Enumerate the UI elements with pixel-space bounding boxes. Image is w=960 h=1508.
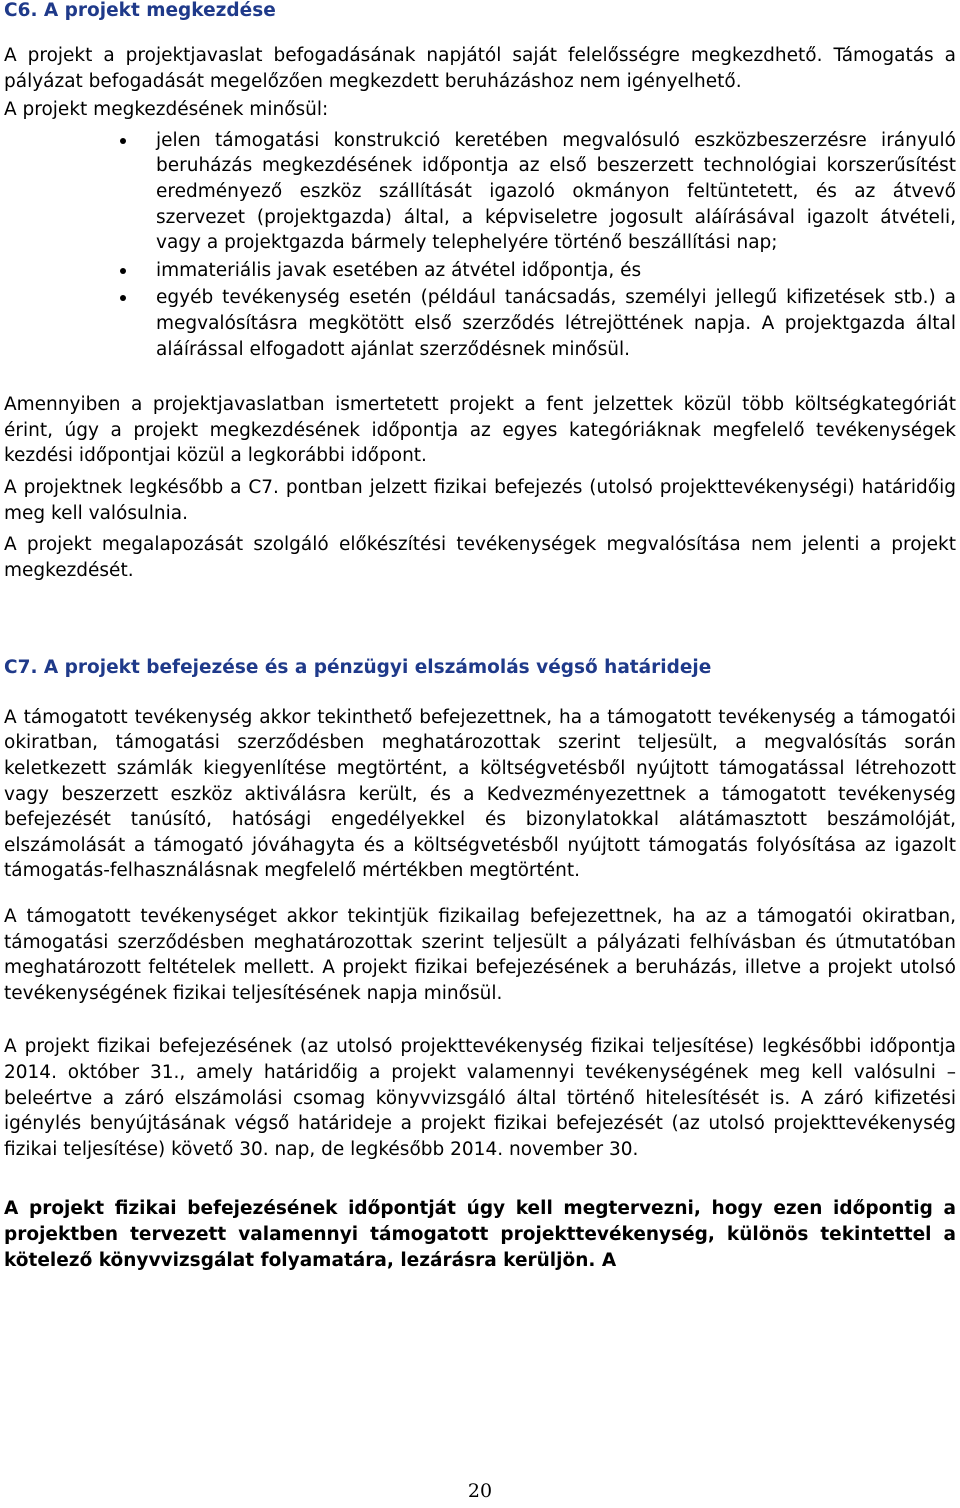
paragraph: A projekt a projektjavaslat befogadásának napjától saját felelősségre megkezdhető. Támogatás a pályázat befogadását megelőzően megkezdett beruházáshoz nem igényelhető.	[4, 45, 956, 92]
paragraph: Amennyiben a projektjavaslatban ismertetett projekt a fent jelzettek közül több költségkategóriát érint, úgy a projekt megkezdésének időpontja az egyes kategóriáknak megfelelő tevékenységek kezdési időpontjai közül a legkorábbi időpont.	[4, 394, 956, 467]
paragraph: A projekt megalapozását szolgáló előkészítési tevékenységek megvalósítása nem jelenti a projekt megkezdését.	[4, 534, 956, 581]
section-heading-c6: C6. A projekt megkezdése	[4, 0, 276, 21]
paragraph: A projektnek legkésőbb a C7. pontban jelzett fizikai befejezés (utolsó projekttevékenységi) határidőig meg kell valósulnia.	[4, 476, 956, 524]
document-page	[4, 0, 956, 1273]
paragraph: A támogatott tevékenységet akkor tekintjük fizikailag befejezettnek, ha az a támogatói okiratban, támogatási szerződésben meghatározottak szerint teljesült a pályázati felhívásban és útmutatóban meghatározott feltételek mellett. A projekt fizikai befejezésének a beruházás, illetve a projekt utolsó tevékenységének fizikai teljesítésének napja minősül.	[4, 906, 956, 1004]
paragraph: A projekt megkezdésének minősül:	[4, 99, 329, 121]
paragraph: A támogatott tevékenység akkor tekinthető befejezettnek, ha a támogatott tevékenység a támogatói okiratban, támogatási szerződésben meghatározottak szerint teljesült, a megvalósítás során keletkezett számlák kiegyenlítése megtörtént, a költségvetésből nyújtott támogatással létrehozott vagy beszerzett eszköz aktiválásra került, és a Kedvezményezettnek a támogatott tevékenység befejezését tanúsító, hatósági engedélyekkel és bizonylatokkal alátámasztott beszámolóját, elszámolását a támogató jóváhagyta és a költségvetésből nyújtott támogatás folyósítása az igazolt támogatás-felhasználásnak megfelelő mértékben megtörtént.	[4, 706, 956, 882]
list-item: immateriális javak esetében az átvétel időpontja, és	[156, 258, 956, 284]
page-number: 20	[467, 1480, 493, 1502]
list-item: egyéb tevékenység esetén (például tanácsadás, személyi jellegű kifizetések stb.) a megvalósításra megkötött első szerződés létrejöttének napja. A projektgazda által aláírással elfogadott ajánlat szerződésnek minősül.	[156, 285, 956, 362]
paragraph-bold: A projekt fizikai befejezésének időpontját úgy kell megtervezni, hogy ezen időpontig a projektben tervezett valamennyi támogatott projekttevékenység, különös tekintettel a kötelező könyvvizsgálat folyamatára, lezárásra kerüljön. A	[4, 1198, 956, 1271]
list-item: jelen támogatási konstrukció keretében megvalósuló eszközbeszerzésre irányuló beruházás megkezdésének időpontja az első beszerzett technológiai korszerűsítést eredményező eszköz szállítását igazoló okmányon feltüntetett, és az átvevő szervezet (projektgazda) által, a képviseletre jogosult aláírásával igazolt átvételi, vagy a projektgazda bármely telephelyére történő beszállítási nap;	[156, 128, 956, 256]
paragraph: A projekt fizikai befejezésének (az utolsó projekttevékenység fizikai teljesítése) legkésőbbi időpontja 2014. október 31., amely határidőig a projekt valamennyi tevékenységének meg kell valósulni – beleértve a záró elszámolási csomag könyvvizsgáló által történő hitelesítését is. A záró kifizetési igénylés benyújtásának végső határideje a projekt fizikai befejezését (az utolsó projekttevékenység fizikai teljesítése) követő 30. nap, de legkésőbb 2014. november 30.	[4, 1036, 956, 1160]
section-heading-c7: C7. A projekt befejezése és a pénzügyi elszámolás végső határideje	[4, 657, 712, 679]
bullet-list	[4, 128, 956, 362]
